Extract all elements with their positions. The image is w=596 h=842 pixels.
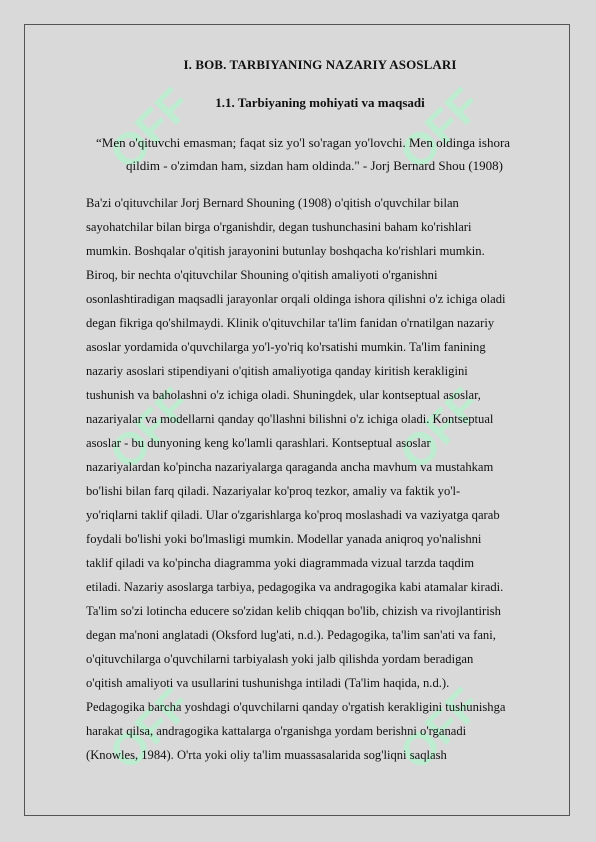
- body-line: nazariy asoslari stipendiyani o'qitish amaliyotiga qanday kiritish kerakligini: [86, 364, 468, 378]
- body-line: o'qitish amaliyoti va usullarini tushunishga intiladi (Ta'lim haqida, n.d.).: [86, 676, 450, 690]
- body-line: Pedagogika barcha yoshdagi o'quvchilarni qanday o'rgatish kerakligini tushunishga: [86, 700, 506, 714]
- svg-text:OFF: OFF: [99, 77, 201, 180]
- body-line: asoslar - bu dunyoning keng ko'lamli qarashlari. Kontseptual asoslar: [86, 436, 431, 450]
- body-line: harakat qilsa, andragogika kattalarga o'rganishga yordam berishni o'rganadi: [86, 724, 467, 738]
- body-line: mumkin. Boshqalar o'qitish jarayonini butunlay boshqacha ko'rishlari mumkin.: [86, 244, 485, 258]
- epigraph-quote: [96, 131, 554, 177]
- body-line: nazariyalar va modellarni qanday qo'llashni bilishni o'z ichiga oladi. Kontseptual: [86, 412, 494, 426]
- svg-text:OFF: OFF: [389, 677, 491, 780]
- svg-text:OFF: OFF: [389, 77, 491, 180]
- body-line: degan fikriga qo'shilmaydi. Klinik o'qituvchilar ta'lim fanidan o'rnatilgan nazariy: [86, 316, 495, 330]
- body-line: Ba'zi o'qituvchilar Jorj Bernard Shouning (1908) o'qitish o'quvchilar bilan: [86, 196, 459, 210]
- body-line: foydali bo'lishi yoki bo'lmasligi mumkin. Modellar yanada aniqroq yo'nalishni: [86, 532, 482, 546]
- svg-text:OFF: OFF: [99, 377, 201, 480]
- body-line: bo'lishi bilan farq qiladi. Nazariyalar ko'proq tezkor, amaliy va faktik yo'l-: [86, 484, 461, 498]
- body-line: yo'riqlarni taklif qiladi. Ular o'zgarishlarga ko'proq moslashadi va vaziyatga qarab: [86, 508, 500, 522]
- quote-line: qildim - o'zimdan ham, sizdan ham oldinda." - Jorj Bernard Shou (1908): [126, 158, 503, 173]
- quote-line: “Men o'qituvchi emasman; faqat siz yo'l so'ragan yo'lovchi. Men oldinga ishora: [96, 135, 511, 150]
- body-line: osonlashtiradigan maqsadli jarayonlar orqali oldinga ishora qilishni o'z ichiga oladi: [86, 292, 506, 306]
- body-line: Ta'lim so'zi lotincha educere so'zidan kelib chiqqan bo'lib, chizish va rivojlantirish: [86, 604, 501, 618]
- body-line: etiladi. Nazariy asoslarga tarbiya, pedagogika va andragogika kabi atamalar kiradi.: [86, 580, 504, 594]
- body-line: taklif qiladi va ko'pincha diagramma yoki diagrammada vizual tarzda taqdim: [86, 556, 474, 570]
- body-text: [86, 191, 554, 767]
- body-line: o'qituvchilarga o'quvchilarni tarbiyalash yoki jalb qilishda yordam beradigan: [86, 652, 474, 666]
- body-line: Biroq, bir nechta o'qituvchilar Shouning o'qitish amaliyoti o'rganishni: [86, 268, 438, 282]
- body-line: tushunish va baholashni o'z ichiga oladi. Shuningdek, ular kontseptual asoslar,: [86, 388, 481, 402]
- body-line: nazariyalardan ko'pincha nazariyalarga qaraganda ancha mavhum va mustahkam: [86, 460, 494, 474]
- section-title: 1.1. Tarbiyaning mohiyati va maqsadi: [215, 95, 425, 110]
- svg-text:OFF: OFF: [99, 677, 201, 780]
- body-line: degan ma'noni anglatadi (Oksford lug'ati, n.d.). Pedagogika, ta'lim san'ati va fani,: [86, 628, 496, 642]
- chapter-title: I. BOB. TARBIYANING NAZARIY ASOSLARI: [183, 57, 457, 72]
- body-line: (Knowles, 1984). O'rta yoki oliy ta'lim muassasalarida sog'liqni saqlash: [86, 748, 447, 762]
- body-line: asoslar yordamida o'quvchilarga yo'l-yo'riq ko'rsatishi mumkin. Ta'lim fanining: [86, 340, 486, 354]
- svg-text:OFF: OFF: [389, 377, 491, 480]
- body-line: sayohatchilar bilan birga o'rganishdir, degan tushunchasini baham ko'rishlari: [86, 220, 472, 234]
